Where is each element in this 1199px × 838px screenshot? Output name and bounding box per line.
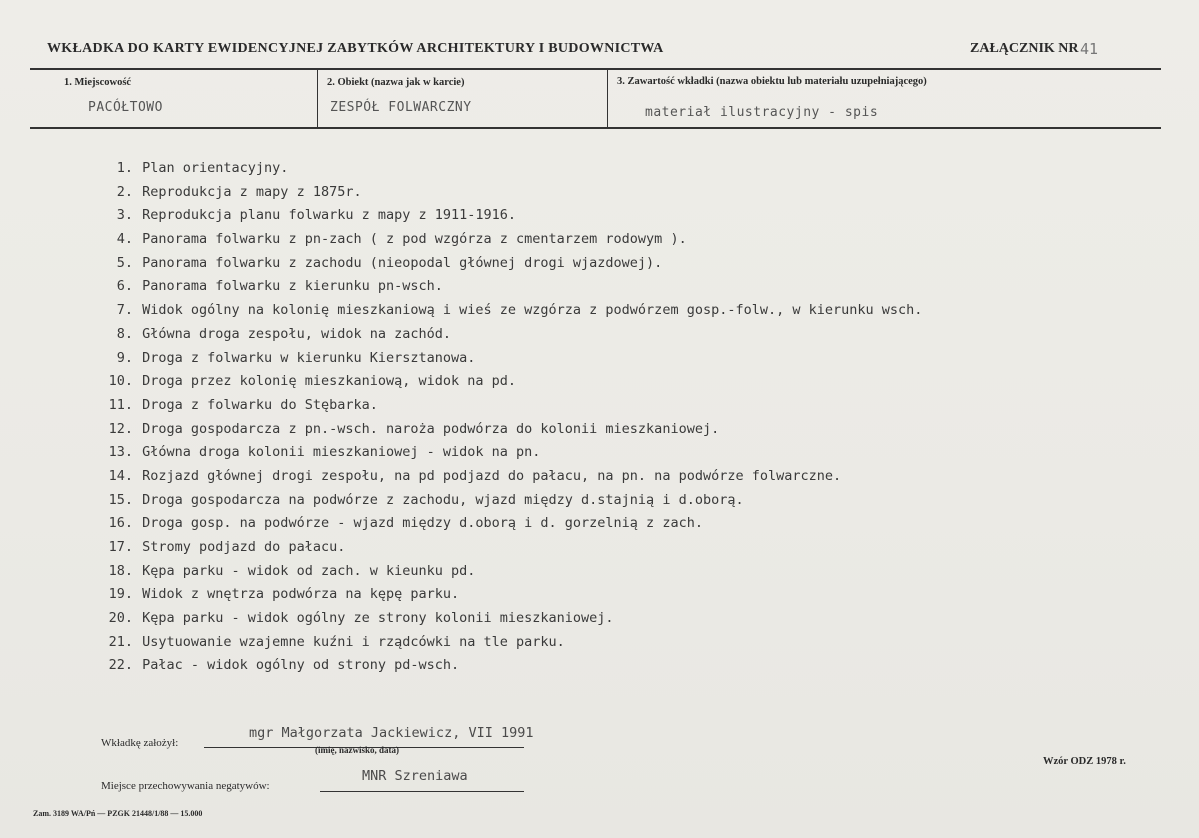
list-item: 15. Droga gospodarcza na podwórze z zachodu, wjazd między d.stajnią i d.oborą. [108, 491, 744, 508]
list-item: 22. Pałac - widok ogólny od strony pd-wsch. [108, 657, 460, 674]
storage-underline [320, 791, 524, 792]
list-item: 13. Główna droga kolonii mieszkaniowej - widok na pn. [108, 444, 541, 461]
list-item: 16. Droga gosp. na podwórze - wjazd między d.oborą i d. gorzelnią z zach. [108, 515, 703, 532]
storage-value: MNR Szreniawa [362, 768, 468, 784]
founder-value: mgr Małgorzata Jackiewicz, VII 1991 [249, 725, 534, 741]
storage-label: Miejsce przechowywania negatywów: [101, 780, 270, 792]
founder-note: (imię, nazwisko, data) [315, 745, 399, 755]
list-item: 5. Panorama folwarku z zachodu (nieopodal głównej drogi wjazdowej). [116, 254, 663, 271]
header-top-rule [30, 68, 1161, 70]
list-item: 6. Panorama folwarku z kierunku pn-wsch. [116, 278, 443, 295]
form-template-label: Wzór ODZ 1978 r. [1043, 756, 1126, 767]
list-item: 3. Reprodukcja planu folwarku z mapy z 1911-1916. [116, 207, 517, 224]
list-item: 9. Droga z folwarku w kierunku Kiersztanowa. [116, 349, 476, 366]
list-item: 11. Droga z folwarku do Stębarka. [108, 396, 378, 413]
object-value: ZESPÓŁ FOLWARCZNY [330, 100, 472, 115]
list-item: 14. Rozjazd głównej drogi zespołu, na pd podjazd do pałacu, na pn. na podwórze folwarczne. [108, 467, 842, 484]
list-item: 10. Droga przez kolonię mieszkaniową, widok na pd. [108, 373, 517, 390]
list-item: 18. Kępa parku - widok od zach. w kieunku pd. [108, 562, 476, 579]
list-item: 20. Kępa parku - widok ogólny ze strony kolonii mieszkaniowej. [108, 610, 614, 627]
annex-label: ZAŁĄCZNIK NR [970, 41, 1079, 56]
field-divider-1 [317, 70, 318, 127]
form-title: WKŁADKA DO KARTY EWIDENCYJNEJ ZABYTKÓW ARCHITEKTURY I BUDOWNICTWA [47, 41, 664, 56]
annex-number: 41 [1080, 40, 1099, 58]
list-item: 17. Stromy podjazd do pałacu. [108, 539, 346, 555]
header-bottom-rule [30, 127, 1161, 129]
list-item: 12. Droga gospodarcza z pn.-wsch. naroża podwórza do kolonii mieszkaniowej. [108, 420, 720, 437]
list-item: 7. Widok ogólny na kolonię mieszkaniową i wieś ze wzgórza z podwórzem gosp.-folw., w kierunku wsch. [116, 302, 923, 319]
list-item: 8. Główna droga zespołu, widok na zachód. [116, 325, 451, 342]
content-value: materiał ilustracyjny - spis [645, 105, 879, 120]
object-label: 2. Obiekt (nazwa jak w karcie) [327, 77, 465, 88]
list-item: 4. Panorama folwarku z pn-zach ( z pod wzgórza z cmentarzem rodowym ). [116, 231, 687, 248]
list-item: 21. Usytuowanie wzajemne kuźni i rządcówki na tle parku. [108, 633, 565, 650]
list-item: 2. Reprodukcja z mapy z 1875r. [116, 183, 362, 200]
field-divider-2 [607, 70, 608, 127]
content-label: 3. Zawartość wkładki (nazwa obiektu lub materiału uzupełniającego) [617, 76, 927, 87]
list-item: 19. Widok z wnętrza podwórza na kępę parku. [108, 586, 460, 603]
illustration-list [100, 157, 922, 678]
locality-label: 1. Miejscowość [64, 77, 132, 88]
locality-value: PACÓŁTOWO [88, 100, 163, 115]
list-item: 1. Plan orientacyjny. [116, 160, 289, 176]
print-info: Zam. 3189 WA/Pń — PZGK 21448/1/88 — 15.000 [33, 809, 203, 818]
founder-label: Wkładkę założył: [101, 737, 179, 749]
